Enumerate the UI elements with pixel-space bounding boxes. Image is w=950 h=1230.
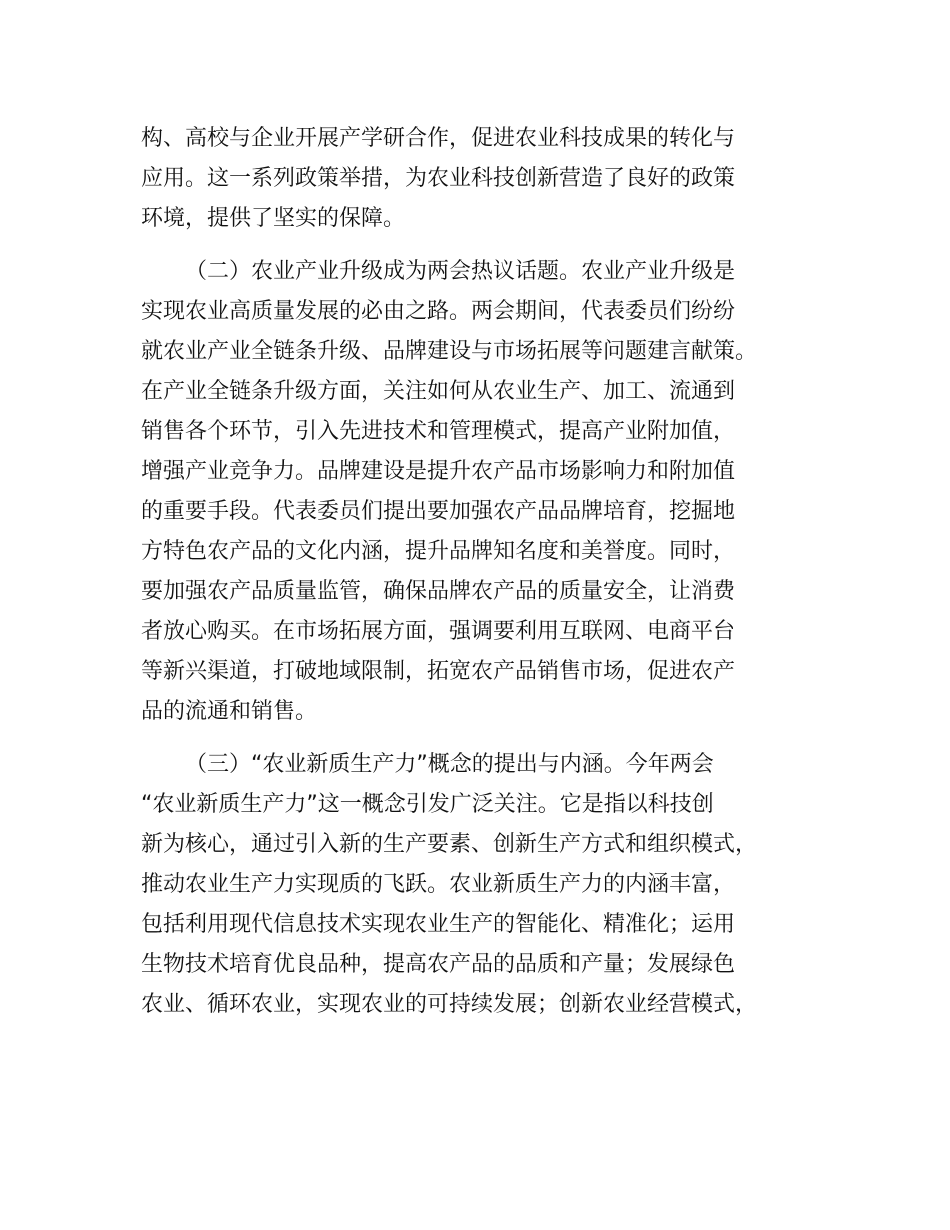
text-line: 就农业产业全链条升级、品牌建设与市场拓展等问题建言献策。 — [141, 339, 758, 364]
text-line: 的重要手段。代表委员们提出要加强农产品品牌培育，挖掘地 — [141, 499, 736, 524]
paragraph-industry-upgrade — [141, 252, 831, 732]
paragraph-gap — [141, 732, 831, 745]
text-line: 者放心购买。在市场拓展方面，强调要利用互联网、电商平台 — [141, 619, 736, 644]
text-line: 品的流通和销售。 — [141, 699, 318, 724]
text-line: 推动农业生产力实现质的飞跃。农业新质生产力的内涵丰富， — [141, 872, 736, 897]
text-line: “农业新质生产力”这一概念引发广泛关注。它是指以科技创 — [141, 792, 714, 817]
text-line: 应用。这一系列政策举措，为农业科技创新营造了良好的政策 — [141, 166, 736, 191]
text-line: 新为核心，通过引入新的生产要素、创新生产方式和组织模式， — [141, 832, 758, 857]
text-line: 包括利用现代信息技术实现农业生产的智能化、精准化；运用 — [141, 912, 736, 937]
section-heading-line: （二）农业产业升级成为两会热议话题。农业产业升级是 — [185, 259, 736, 284]
text-line: 构、高校与企业开展产学研合作，促进农业科技成果的转化与 — [141, 126, 736, 151]
text-line: 等新兴渠道，打破地域限制，拓宽农产品销售市场，促进农产 — [141, 659, 736, 684]
document-body — [141, 119, 831, 1025]
paragraph-new-productivity — [141, 745, 831, 1025]
text-line: 增强产业竞争力。品牌建设是提升农产品市场影响力和附加值 — [141, 459, 736, 484]
section-heading-line: （三）“农业新质生产力”概念的提出与内涵。今年两会 — [185, 752, 714, 777]
text-line: 环境，提供了坚实的保障。 — [141, 206, 406, 231]
text-line: 实现农业高质量发展的必由之路。两会期间，代表委员们纷纷 — [141, 299, 736, 324]
text-line: 要加强农产品质量监管，确保品牌农产品的质量安全，让消费 — [141, 579, 736, 604]
text-line: 农业、循环农业，实现农业的可持续发展；创新农业经营模式， — [141, 992, 758, 1017]
text-line: 方特色农产品的文化内涵，提升品牌知名度和美誉度。同时， — [141, 539, 736, 564]
paragraph-policy-conclusion — [141, 119, 831, 239]
text-line: 生物技术培育优良品种，提高农产品的品质和产量；发展绿色 — [141, 952, 736, 977]
text-line: 在产业全链条升级方面，关注如何从农业生产、加工、流通到 — [141, 379, 736, 404]
paragraph-gap — [141, 239, 831, 252]
text-line: 销售各个环节，引入先进技术和管理模式，提高产业附加值， — [141, 419, 736, 444]
